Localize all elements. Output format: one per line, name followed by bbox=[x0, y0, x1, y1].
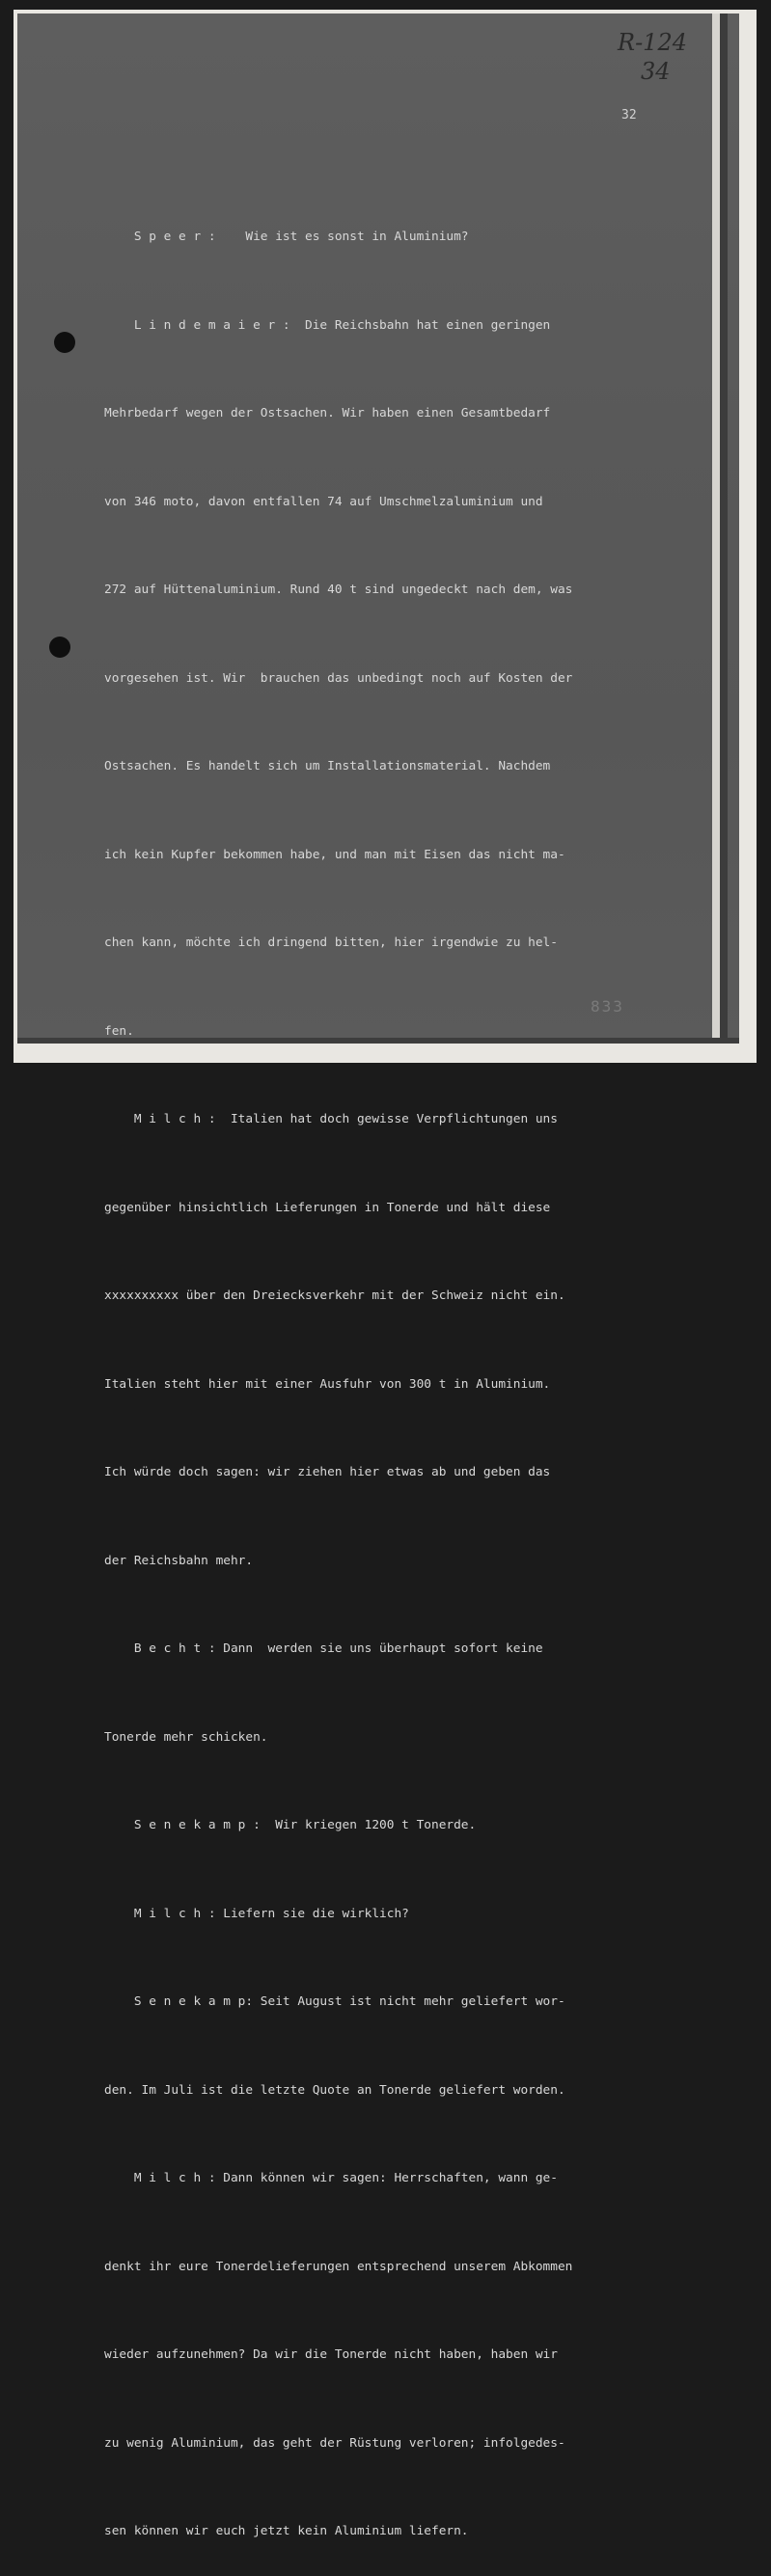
text-line: chen kann, möchte ich dringend bitten, hier irgendwie zu hel- bbox=[104, 935, 558, 950]
text-line: S e n e k a m p : Wir kriegen 1200 t Tonerde. bbox=[104, 1818, 477, 1832]
page-number: 32 bbox=[621, 108, 637, 122]
text-line: gegenüber hinsichtlich Lieferungen in Tonerde und hält diese bbox=[104, 1200, 551, 1215]
text-line: vorgesehen ist. Wir brauchen das unbedingt noch auf Kosten der bbox=[104, 670, 573, 686]
handwritten-file-mark: R-124 bbox=[618, 29, 687, 56]
text-line: Tonerde mehr schicken. bbox=[104, 1729, 268, 1745]
text-line: ich kein Kupfer bekommen habe, und man mit Eisen das nicht ma- bbox=[104, 847, 565, 862]
text-line: S p e e r : Wie ist es sonst in Aluminium? bbox=[104, 230, 469, 244]
text-line: der Reichsbahn mehr. bbox=[104, 1553, 254, 1568]
text-line: zu wenig Aluminium, das geht der Rüstung verloren; infolgedes- bbox=[104, 2435, 565, 2451]
archive-stamp: 833 bbox=[591, 997, 624, 1016]
text-line: xxxxxxxxxx über den Dreiecksverkehr mit der Schweiz nicht ein. bbox=[104, 1288, 565, 1303]
text-line: M i l c h : Italien hat doch gewisse Verpflichtungen uns bbox=[104, 1112, 558, 1126]
text-line: denkt ihr eure Tonerdelieferungen entsprechend unserem Abkommen bbox=[104, 2259, 573, 2274]
text-line: S e n e k a m p: Seit August ist nicht mehr geliefert wor- bbox=[104, 1994, 565, 2009]
text-line: Mehrbedarf wegen der Ostsachen. Wir haben einen Gesamtbedarf bbox=[104, 406, 551, 420]
text-line: von 346 moto, davon entfallen 74 auf Umschmelzaluminium und bbox=[104, 494, 543, 509]
punch-hole-bottom bbox=[49, 637, 70, 658]
text-line: M i l c h : Liefern sie die wirklich? bbox=[104, 1906, 409, 1921]
text-line: M i l c h : Dann können wir sagen: Herrschaften, wann ge- bbox=[104, 2171, 558, 2185]
handwritten-file-mark-2: 34 bbox=[641, 58, 671, 85]
text-line: Ostsachen. Es handelt sich um Installationsmaterial. Nachdem bbox=[104, 759, 551, 773]
text-line: 272 auf Hüttenaluminium. Rund 40 t sind ungedeckt nach dem, was bbox=[104, 583, 573, 597]
transcript-body bbox=[104, 164, 669, 2576]
text-line: fen. bbox=[104, 1023, 134, 1039]
text-line: B e c h t : Dann werden sie uns überhaupt sofort keine bbox=[104, 1641, 543, 1656]
text-line: den. Im Juli ist die letzte Quote an Tonerde geliefert worden. bbox=[104, 2082, 565, 2098]
text-line: Italien steht hier mit einer Ausfuhr von 300 t in Aluminium. bbox=[104, 1376, 551, 1392]
punch-hole-top bbox=[54, 332, 75, 353]
text-line: L i n d e m a i e r : Die Reichsbahn hat einen geringen bbox=[104, 317, 551, 333]
page-edge-shadow bbox=[720, 14, 728, 1044]
text-line: Ich würde doch sagen: wir ziehen hier etwas ab und geben das bbox=[104, 1465, 551, 1479]
text-line: sen können wir euch jetzt kein Aluminium liefern. bbox=[104, 2524, 469, 2538]
text-line: wieder aufzunehmen? Da wir die Tonerde nicht haben, haben wir bbox=[104, 2347, 558, 2362]
